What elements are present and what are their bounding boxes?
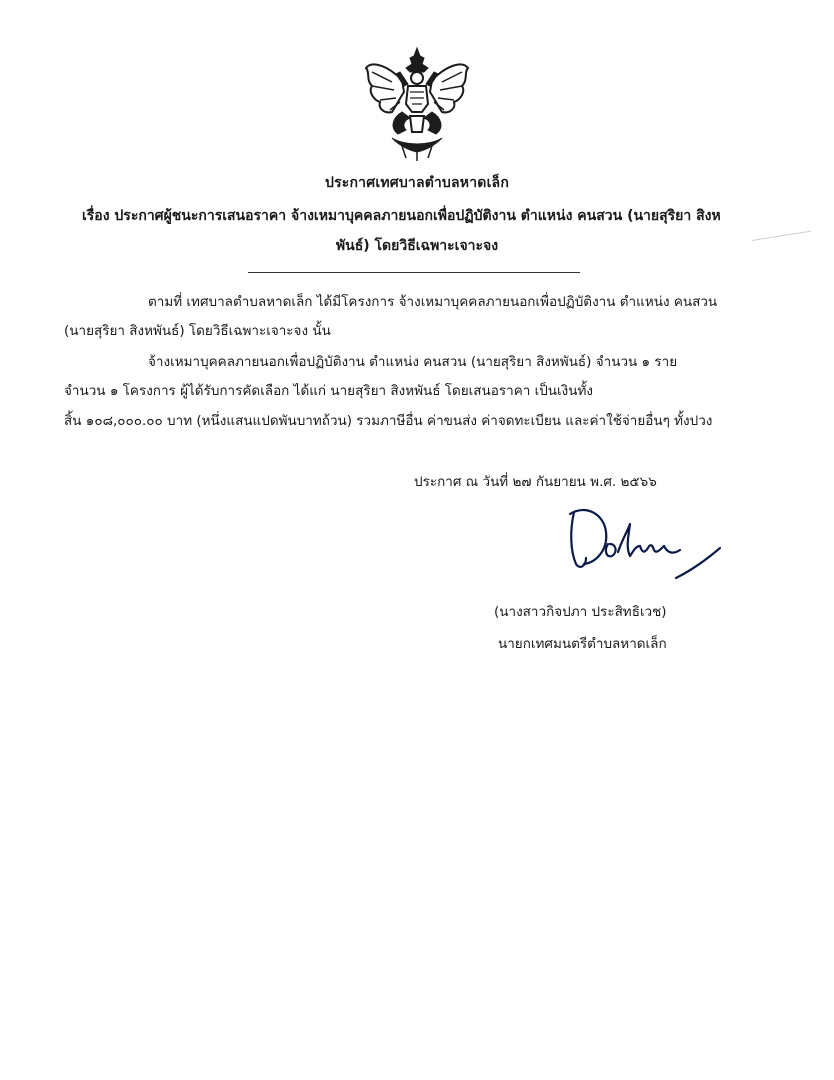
body-paragraph-2-line-1: จ้างเหมาบุคคลภายนอกเพื่อปฏิบัติงาน ตำแหน่ง คนสวน (นายสุริยา สิงหพันธ์) จำนวน ๑ ราย — [148, 354, 678, 370]
garuda-emblem-icon — [362, 46, 472, 162]
document-title: ประกาศเทศบาลตำบลหาดเล็ก — [324, 175, 510, 191]
body-paragraph-1-line-1: ตามที่ เทศบาลตำบลหาดเล็ก ได้มีโครงการ จ้างเหมาบุคคลภายนอกเพื่อปฏิบัติงาน ตำแหน่ง คนสวน — [148, 294, 718, 310]
signer-position: นายกเทศมนตรีตำบลหาดเล็ก — [498, 636, 667, 652]
title-divider — [248, 272, 580, 273]
body-paragraph-2-line-2: จำนวน ๑ โครงการ ผู้ได้รับการคัดเลือก ได้แก่ นายสุริยา สิงหพันธ์ โดยเสนอราคา เป็นเงินทั้ง — [64, 383, 593, 399]
handwritten-signature-icon — [556, 500, 736, 600]
body-paragraph-3-line-1: สิ้น ๑๐๘,๐๐๐.๐๐ บาท (หนึ่งแสนแปดพันบาทถ้วน) รวมภาษีอื่น ค่าขนส่ง ค่าจดทะเบียน และค่าใช้จ่ายอื่นๆ ทั้งปวง — [64, 413, 713, 429]
document-subject: เรื่อง ประกาศผู้ชนะการเสนอราคา จ้างเหมาบุคคลภายนอกเพื่อปฏิบัติงาน ตำแหน่ง คนสวน (นายสุริยา สิงห — [82, 208, 721, 224]
document-subject-continued: พันธ์) โดยวิธีเฉพาะเจาะจง — [335, 238, 499, 254]
announcement-date: ประกาศ ณ วันที่ ๒๗ กันยายน พ.ศ. ๒๕๖๖ — [414, 474, 657, 490]
body-paragraph-1-line-2: (นายสุริยา สิงหพันธ์) โดยวิธีเฉพาะเจาะจง นั้น — [64, 323, 331, 339]
signer-name: (นางสาวกิจปภา ประสิทธิเวช) — [494, 604, 667, 620]
